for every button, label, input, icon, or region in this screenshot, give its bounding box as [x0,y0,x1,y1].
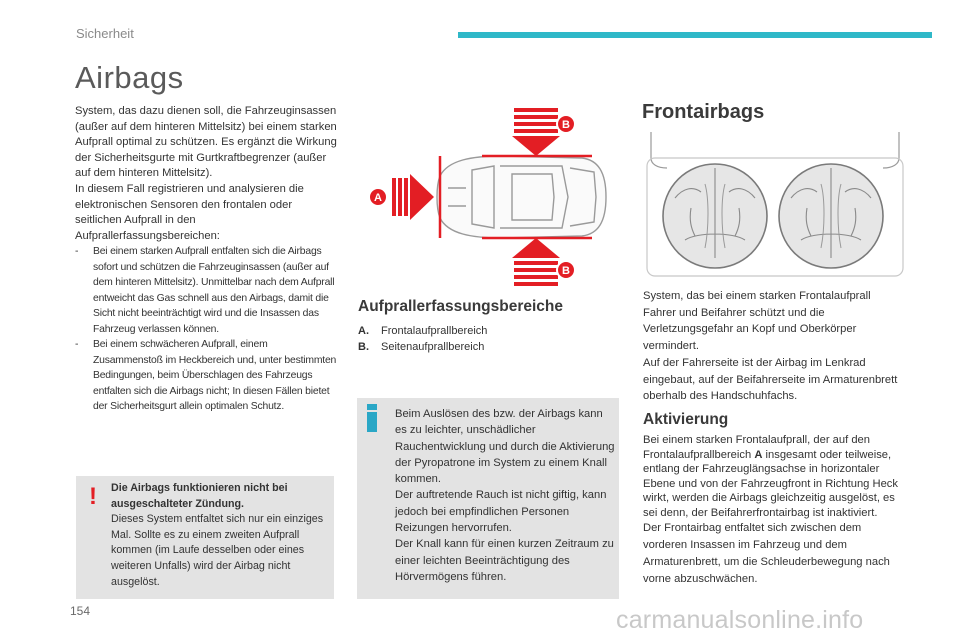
label-b-bottom: B [562,265,570,277]
section-label: Sicherheit [76,26,134,41]
info-icon [367,404,377,434]
info-text [395,406,615,585]
header-accent-bar [458,32,932,38]
intro-paragraph: System, das dazu dienen soll, die Fahrzeuginsassen (außer auf dem hinteren Mittelsitz) bei einem starken Aufprall optimal zu schützen. Es ergänzt die Wirkung der Sicherheitsgurte mit Gurtkraftbegrenzer (außer auf dem hinteren Mittelsitz). [75,105,337,180]
impact-zones-diagram [362,108,610,286]
label-a: A [374,192,382,204]
front-paragraph: System, das bei einem starken Frontalaufprall Fahrer und Beifahrer schützt und die Verletzungsgefahr an Kopf und Oberkörper vermindert. [643,290,871,353]
watermark: carmanualsonline.info [616,606,864,634]
legend-key: A. [358,325,369,337]
legend-label: Seitenaufprallbereich [381,341,485,353]
label-b-bottom-marker [557,261,575,279]
info-paragraph: Der auftretende Rauch ist nicht giftig, kann jedoch bei empfindlichen Personen Reizungen hervorrufen. [395,489,607,535]
activation-text [643,433,905,588]
zones-legend [358,323,487,355]
page-title: Airbags [75,60,184,95]
front-airbags-text [643,288,905,405]
info-paragraph: Beim Auslösen des bzw. der Airbags kann es zu leichter, unschädlicher Rauchentwicklung und durch die Aktivierung der Pyropatrone im System zu einem Knall kommen. [395,408,615,486]
activation-paragraph [643,433,905,520]
front-airbags-heading: Frontairbags [642,101,765,123]
label-b-top: B [562,119,570,131]
zones-heading: Aufprallerfassungsbereiche [358,298,564,315]
activation-zone-key: A [754,448,763,461]
legend-item [358,323,487,339]
impact-zone-bottom [512,238,560,286]
activation-text-part: insgesamt oder teilweise, entlang der Fahrzeuglängsachse in horizontaler Ebene und von der Fahrzeugfront in Richtung Heck wirkt, werden die Airbags gleichzeitig ausgelöst, es sei denn, der Beifahrerfrontairbag ist inaktiviert. [643,448,898,519]
label-b-top-marker [557,115,575,133]
warning-body-text: Dieses System entfaltet sich nur ein einziges Mal. Sollte es zu einem zweiten Aufprall kommen (im Laufe desselben oder eines weiteren Unfalls) wird der Airbag nicht ausgelöst. [111,513,324,588]
impact-zone-front [392,174,434,220]
activation-heading: Aktivierung [643,411,729,428]
warning-icon: ! [89,483,97,510]
intro-paragraph: In diesem Fall registrieren und analysieren die elektronischen Sensoren den frontalen oder seitlichen Aufprall in den Aufprallerfassungsbereichen: [75,182,304,242]
legend-label: Frontalaufprallbereich [381,325,488,337]
info-paragraph: Der Knall kann für einen kurzen Zeitraum zu einer leichten Beeinträchtigung des Hörvermögens führen. [395,538,614,583]
legend-item [358,339,487,355]
intro-text [75,104,337,415]
front-airbags-illustration [645,128,905,278]
label-a-marker [369,188,387,206]
warning-bold-text: Die Airbags funktionieren nicht bei ausgeschalteter Zündung. [111,482,288,510]
impact-zone-top [512,108,560,156]
page-number: 154 [70,604,91,618]
intro-bullet-list [75,244,337,415]
front-paragraph: Auf der Fahrerseite ist der Airbag im Lenkrad eingebaut, auf der Beifahrerseite im Armaturenbrett oberhalb des Handschuhfachs. [643,356,898,403]
activation-text-part: Bei einem starken Frontalaufprall, der auf den Frontalaufprallbereich [643,434,870,461]
passenger-airbag [779,164,883,268]
warning-text [111,481,327,590]
list-item: - Bei einem starken Aufprall entfalten sich die Airbags sofort und schützen die Fahrzeuginsassen (außer auf dem hinteren Mittelsitz). Unmittelbar nach dem Aufprall entweicht das Gas schnell aus den Airbags, damit die Sicht nicht beeinträchtigt wird und die Insassen das Fahrzeug verlassen können. [75,244,337,337]
legend-key: B. [358,341,369,353]
list-item: - Bei einem schwächeren Aufprall, einem Zusammenstoß im Heckbereich und, unter bestimmten Bedingungen, beim Überschlagen des Fahrzeugs entfalten sich die Airbags nicht; In diesen Fällen bietet der Sicherheitsgurt allein optimalen Schutz. [75,337,337,415]
car-top-view [437,156,606,238]
driver-airbag [663,164,767,268]
activation-paragraph: Der Frontairbag entfaltet sich zwischen dem vorderen Insassen im Fahrzeug und dem Armaturenbrett, um die Schleuderbewegung nach vorne abzuschwächen. [643,522,890,585]
